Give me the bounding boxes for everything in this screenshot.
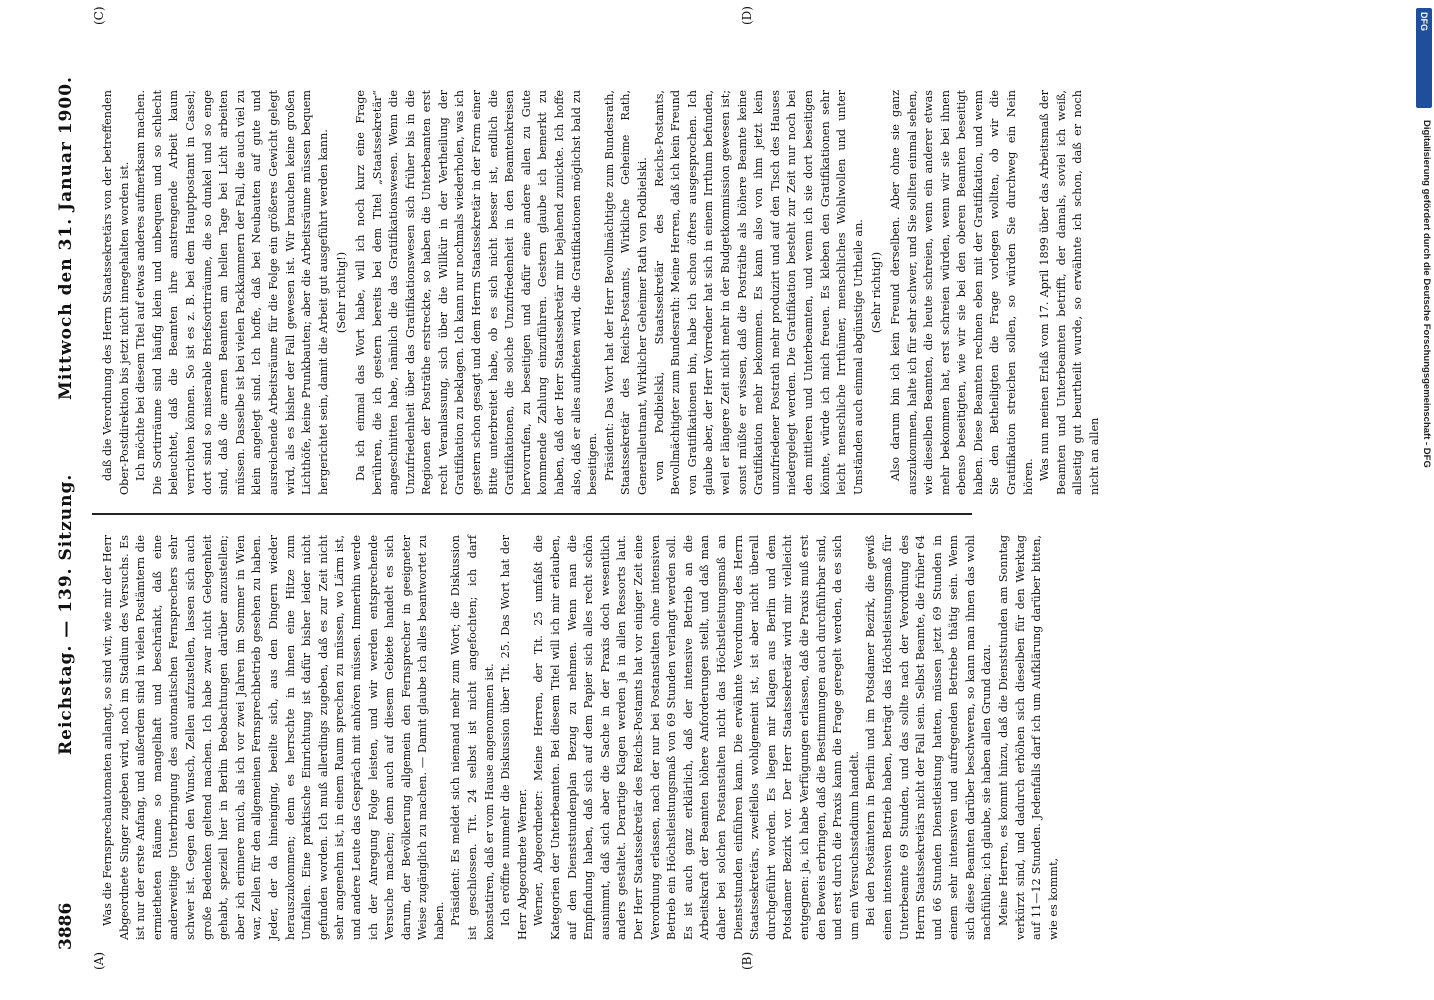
paragraph: Werner, Abgeordneter: Meine Herren, der Tit. 25 umfaßt die Kategorien der Unterbeamten. Bei diesem Titel will ich mir erlauben, auf den Dienststundenplan Bezug zu nehmen. Wenn man die Empfindung haben, daß sich auf dem Papier sich alles recht schön ausnimmt, daß sich aber die Sache in der Praxis doch wesentlich anders gestaltet. Derartige Klagen werden ja in allen Ressorts laut. Der Herr Staatssekretär des Reichs-Postamts hat vor einiger Zeit eine Verordnung erlassen, nach der nur bei Postanstalten ohne intensiven Betrieb ein Höchstleistungsmaß von 69 Stunden verlangt werden soll. Es ist auch ganz erklärlich, daß der intensive Betrieb an die Arbeitskraft der Beamten höhere Anforderungen stellt, und daß man daher bei solchen Postanstalten nicht das Höchstleistungsmaß an Dienststunden einführen kann. Die erwähnte Verordnung des Herrn Staatssekretärs, zweifellos wohlgemeint ist, ist aber nicht überall durchgeführt worden. Es liegen mir Klagen aus Berlin und dem Potsdamer Bezirk vor. Der Herr Staatssekretär wird mir vielleicht entgegnen: ja, ich habe Verfügungen erlassen, daß die Praxis muß erst den Beweis erbringen, daß die Bestimmungen auch durchführbar sind, und erst durch die Praxis kann die Frage geregelt werden, da es sich um ein Versuchsstadium handelt. — [532, 535, 861, 940]
page-header — [52, 0, 82, 1000]
paragraph: Präsident: Das Wort hat der Herr Bevollmächtigte zum Bundesrath, Staatssekretär des Reichs-Postamts, Wirkliche Geheime Rath, Generalleutnant, Wirklicher Geheimer Rath von Podbielski. — [602, 90, 649, 495]
paragraph: Was die Fernsprechautomaten anlangt, so sind wir, wie mir der Herr Abgeordnete Singer zugeben wird, noch im Stadium des Versuchs. Es ist nur der erste Anfang, und außerdem sind in vielen Postämtern die ermietheten Räume so mangelhaft und beschränkt, daß eine anderweitige Unterbringung des automatischen Fernsprechers sehr schwer ist. Gegen den Wunsch, Zellen aufzustellen, lassen sich auch große Bedenken geltend machen. Ich habe zwar nicht Gelegenheit gehabt, speziell hier in Berlin Beobachtungen darüber anzustellen; aber ich erinnere mich, als ich vor zwei Jahren im Sommer in Wien war, Zellen für den allgemeinen Fernsprechbetrieb gesehen zu haben. Jeder, der da hineinging, beeilte sich, aus den Dingern wieder herauszukommen; denn es herrschte in ihnen eine Hitze zum Umfallen. Eine praktische Einrichtung ist dafür bisher leider nicht gefunden worden. Ich muß allerdings zugeben, daß es zur Zeit nicht sehr angenehm ist, in einem Raum sprechen zu müssen, wo Lärm ist, und andere Leute das Gespräch mit anhören müssen. Immerhin werde ich der Anregung Folge leisten, und wir werden entsprechende Versuche machen; denn auch auf diesem Gebiete handelt es sich darum, der Bevölkerung allgemein den Fernsprecher in geeigneter Weise zugänglich zu machen. — Damit glaube ich alles beantwortet zu haben. — [101, 535, 446, 940]
margin-marker-d: (D) — [740, 6, 754, 25]
dfg-logo: DFG — [1416, 8, 1432, 108]
paragraph: Ich eröffne nunmehr die Diskussion über Tit. 25. Das Wort hat der Herr Abgeordnete Werner. — [499, 535, 529, 940]
margin-marker-a: (A) — [92, 951, 106, 970]
paragraph: Präsident: Es meldet sich niemand mehr zum Wort; die Diskussion ist geschlossen. Tit. 24 selbst ist nicht angefochten; ich darf konstatiren, daß er vom Hause angenommen ist. — [449, 535, 496, 940]
left-column — [100, 535, 1060, 940]
column-divider — [92, 513, 972, 515]
page-number: 3886 — [56, 902, 76, 950]
margin-marker-b: (B) — [740, 951, 754, 970]
paragraph: Bei den Postämtern in Berlin und im Potsdamer Bezirk, die gewiß einen intensiven Betrieb haben, beträgt das Höchstleistungsmaß für Unterbeamte 69 Stunden, und das sollte nach der Verordnung des Herrn Staatssekretärs nicht der Fall sein. Selbst Beamte, die früher 64 und 66 Stunden Dienstleistung hatten, müssen jetzt 69 Stunden in einem sehr intensiven und aufregenden Betriebe thätig sein. Wenn sich diese Beamten darüber beschweren, so kann man ihnen das wohl nachfühlen; ich glaube, sie haben allen Grund dazu. — [864, 535, 994, 940]
paragraph: Da ich einmal das Wort habe, will ich noch kurz eine Frage berühren, die ich gestern bereits bei dem Titel „Staatssekretär“ angeschnitten habe, nämlich die das Gratifikationswesen. Wenn die Unzufriedenheit über das Gratifikationswesen sich früher bis in die Regionen der Posträthe erstreckte, so haben die Unterbeamten erst recht Veranlassung, sich über die Willkür in der Vertheilung der Gratifikation zu beklagen. Ich kann nur nochmals wiederholen, was ich gestern schon gesagt und dem Herrn Staatssekretär in der Form einer Bitte unterbreitet habe, ob es sich nicht besser ist, endlich die Gratifikationen, die solche Unzufriedenheit in den Beamtenkreisen hervorrufen, zu beseitigen und dafür eine andere allen zu Gute kommende Zahlung einzuführen. Gestern glaube ich bemerkt zu haben, daß der Herr Staatssekretär mir bejahend zunickte. Ich hoffe also, daß er alles aufbieten wird, die Gratifikationen möglichst bald zu beseitigen. — [353, 90, 600, 495]
paragraph: Meine Herren, es kommt hinzu, daß die Dienststunden am Sonntag verkürzt sind, und dadurch erhöhen sich dieselben für den Werktag auf 11—12 Stunden. Jedenfalls darf ich um Aufklärung darüber bitten, wie es kommt, — [997, 535, 1060, 940]
margin-marker-c: (C) — [92, 6, 106, 25]
paragraph: Ich möchte bei diesem Titel auf etwas anderes aufmerksam machen. Die Sortirräume sind häufig klein und unbequem und so schlecht beleuchtet, daß die Beamten ihre anstrengende Arbeit kaum verrichten können. So ist es z. B. bei dem Hauptpostamt in Cassel; dort sind so miserable Briefsortirräume, die so dunkel und so enge sind, daß die armen Beamten am hellen Tage bei Licht arbeiten müssen. Dasselbe ist bei vielen Packkammern der Fall, die auch viel zu klein angelegt sind. Ich hoffe, daß bei Neubauten auf gute und ausreichende Arbeitsräume für die Folge ein größeres Gewicht gelegt wird, als es bisher der Fall gewesen ist. Wir brauchen keine großen Lichthöfe, keine Prunkbauten; aber die Arbeitsräume müssen bequem hergerichtet sein, damit die Arbeit gut ausgeführt werden kann. — [134, 90, 330, 495]
paragraph: Was nun meinen Erlaß vom 17. April 1899 über das Arbeitsmaß der Beamten und Unterbeamten betrifft, der damals, soviel ich weiß, allseitig gut beurtheilt wurde, so erwähnte ich schon, daß er noch nicht an allen — [1038, 90, 1102, 495]
paragraph: von Podbielski, Staatssekretär des Reichs-Postamts, Bevollmächtigter zum Bundesrath: Meine Herren, daß ich kein Freund von Gratifikationen bin, habe ich schon öfters ausgesprochen. Ich glaube aber, der Herr Vorredner hat sich in einem Irrthum befunden, weil er längere Zeit nicht mehr in der Budgetkommission gewesen ist; sonst müßte er wissen, daß die Posträthe als höhere Beamte keine Gratifikation mehr bekommen. Es kann also von ihm jetzt kein unzufriedener Postrath mehr produzirt und auf den Tisch des Hauses niedergelegt werden. Die Gratifikation besteht zur Zeit nur noch bei den mittleren und Unterbeamten, und wenn ich sie dort beseitigen könnte, würde ich mich freuen. Es kleben den Gratifikationen sehr leicht menschliche Irrthümer, menschliches Wohlwollen und unter Umständen auch einmal abgünstige Urtheile an. — [652, 90, 865, 495]
digitization-note: Digitalisierung gefördert durch die Deutsche Forschungsgemeinschaft - DFG — [1421, 120, 1432, 468]
paragraph: Also darum bin ich kein Freund derselben. Aber ohne sie ganz auszukommen, halte ich für sehr schwer, und Sie sollten einmal sehen, wie dieselben Beamten, die heute schreien, wenn ein anderer etwas mehr bekommen hat, erst schreien würden, wenn wir sie bei ihnen ebenso beseitigten, wie wir sie bei den oberen Beamten beseitigt haben. Diese Beamten rechnen eben mit der Gratifikation, und wenn Sie den Betheiligten die Frage vorlegen wollten, ob wir die Gratifikation streichen sollen, so würden Sie durchweg ein Nein hören. — [888, 90, 1035, 495]
paragraph: (Sehr richtig!) — [335, 251, 349, 334]
paragraph: (Sehr richtig!) — [870, 251, 884, 334]
session-title: Reichstag. — 139. Sitzung. — [56, 473, 76, 755]
session-date: Mittwoch den 31. Januar 1900. — [56, 76, 76, 400]
paragraph: daß die Verordnung des Herrn Staatssekretärs von der betreffenden Ober-Postdirektion bis jetzt nicht innegehalten worden ist. — [101, 90, 131, 495]
right-column — [100, 90, 1102, 495]
